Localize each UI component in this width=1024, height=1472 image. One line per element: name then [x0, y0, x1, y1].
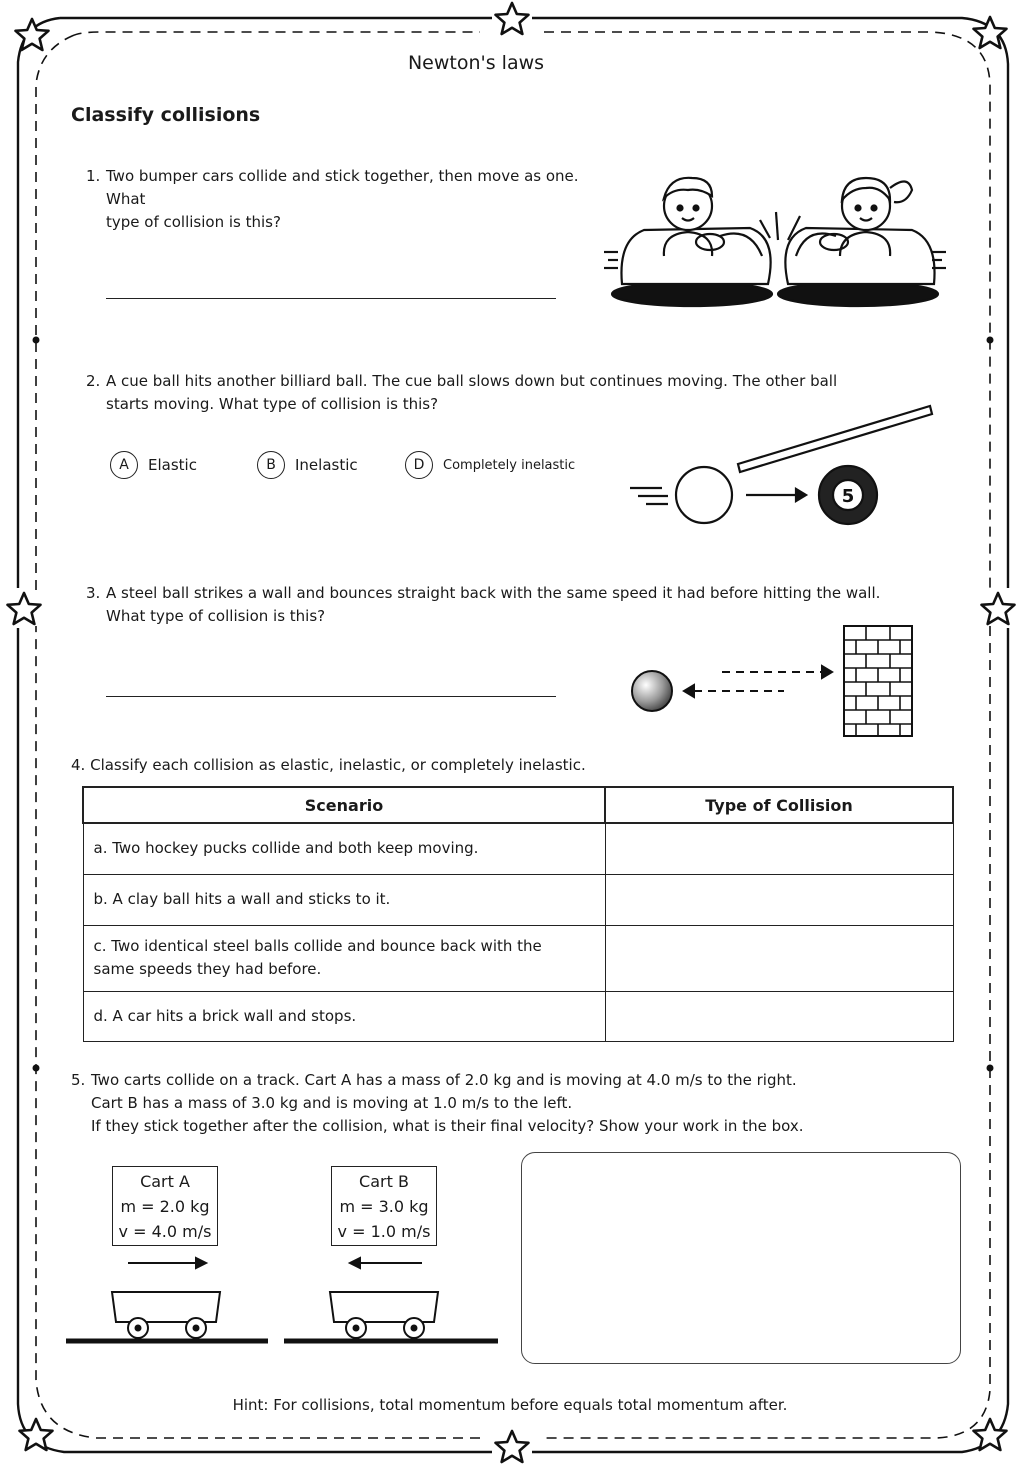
- table-row: [83, 925, 953, 991]
- question-text: Classify each collision as elastic, inelastic, or completely inelastic.: [90, 756, 586, 774]
- question-1: [86, 165, 606, 234]
- scenario-cell: [83, 823, 605, 874]
- steel-ball-wall-illustration: [624, 620, 924, 744]
- question-text-line: If they stick together after the collision, what is their final velocity? Show your work in the box.: [91, 1117, 804, 1135]
- question-4: [71, 754, 771, 777]
- cart-velocity: v = 4.0 m/s: [118, 1222, 212, 1241]
- bumper-cars-illustration: [600, 160, 950, 310]
- table-row: [83, 991, 953, 1041]
- question-5: [71, 1069, 831, 1138]
- cart-mass: m = 2.0 kg: [120, 1197, 210, 1216]
- question-text-line: A cue ball hits another billiard ball. The cue ball slows down but continues moving. The other ball: [106, 372, 838, 390]
- option-a[interactable]: [110, 451, 197, 479]
- question-text-line: Two bumper cars collide and stick together, then move as one. What: [106, 167, 579, 208]
- table-header-row: [83, 787, 953, 823]
- answer-line-q1[interactable]: [106, 298, 556, 299]
- question-number: 1.: [86, 167, 101, 185]
- question-number: 5.: [71, 1071, 86, 1089]
- scenario-text: a. Two hockey pucks collide and both keep moving.: [93, 839, 479, 858]
- answer-line-q3[interactable]: [106, 696, 556, 697]
- scenario-cell: [83, 874, 605, 925]
- scenario-text: d. A car hits a brick wall and stops.: [93, 1006, 357, 1025]
- option-letter: A: [110, 451, 138, 479]
- hint-text: Hint: For collisions, total momentum before equals total momentum after.: [232, 1396, 788, 1414]
- cart-name: Cart A: [140, 1172, 190, 1191]
- cart-a-label-box: [112, 1166, 218, 1246]
- collision-table: [82, 786, 954, 1042]
- question-text-line: Two carts collide on a track. Cart A has a mass of 2.0 kg and is moving at 4.0 m/s to the right.: [91, 1071, 797, 1089]
- section-heading: Classify collisions: [71, 104, 261, 126]
- table-row: [83, 823, 953, 874]
- option-letter: B: [257, 451, 285, 479]
- scenario-cell: [83, 991, 605, 1041]
- question-number: 2.: [86, 372, 101, 390]
- scenario-text: c. Two identical steel balls collide and bounce back with the: [93, 937, 542, 955]
- scenario-text: b. A clay ball hits a wall and sticks to it.: [93, 890, 391, 908]
- question-number: 3.: [86, 584, 101, 602]
- scenario-cell: [83, 925, 605, 991]
- question-number: 4.: [71, 756, 86, 774]
- answer-cell[interactable]: [605, 925, 953, 991]
- question-text-line: starts moving. What type of collision is this?: [106, 395, 439, 413]
- option-d[interactable]: [405, 451, 575, 479]
- cart-velocity: v = 1.0 m/s: [337, 1222, 431, 1241]
- answer-cell[interactable]: [605, 823, 953, 874]
- table-row: [83, 874, 953, 925]
- carts-track-illustration: [60, 1250, 510, 1350]
- page-title: Newton's laws: [407, 52, 545, 74]
- option-b[interactable]: [257, 451, 358, 479]
- cart-name: Cart B: [359, 1172, 409, 1191]
- question-text-line: Cart B has a mass of 3.0 kg and is moving at 1.0 m/s to the left.: [91, 1094, 573, 1112]
- answer-cell[interactable]: [605, 991, 953, 1041]
- ball-number: 5: [841, 486, 855, 507]
- answer-cell[interactable]: [605, 874, 953, 925]
- cart-mass: m = 3.0 kg: [339, 1197, 429, 1216]
- cart-b-label-box: [331, 1166, 437, 1246]
- question-text-line: A steel ball strikes a wall and bounces straight back with the same speed it had before hitting the wall.: [106, 584, 881, 602]
- work-box[interactable]: [521, 1152, 961, 1364]
- column-header-scenario: Scenario: [83, 787, 605, 823]
- option-label: Completely inelastic: [443, 457, 576, 473]
- scenario-text: same speeds they had before.: [93, 960, 322, 978]
- column-header-type: Type of Collision: [605, 787, 953, 823]
- billiard-illustration: [624, 400, 940, 530]
- option-label: Inelastic: [295, 456, 358, 474]
- question-text-line: What type of collision is this?: [106, 607, 326, 625]
- option-label: Elastic: [148, 456, 197, 474]
- question-text-line: type of collision is this?: [106, 213, 281, 231]
- option-letter: D: [405, 451, 433, 479]
